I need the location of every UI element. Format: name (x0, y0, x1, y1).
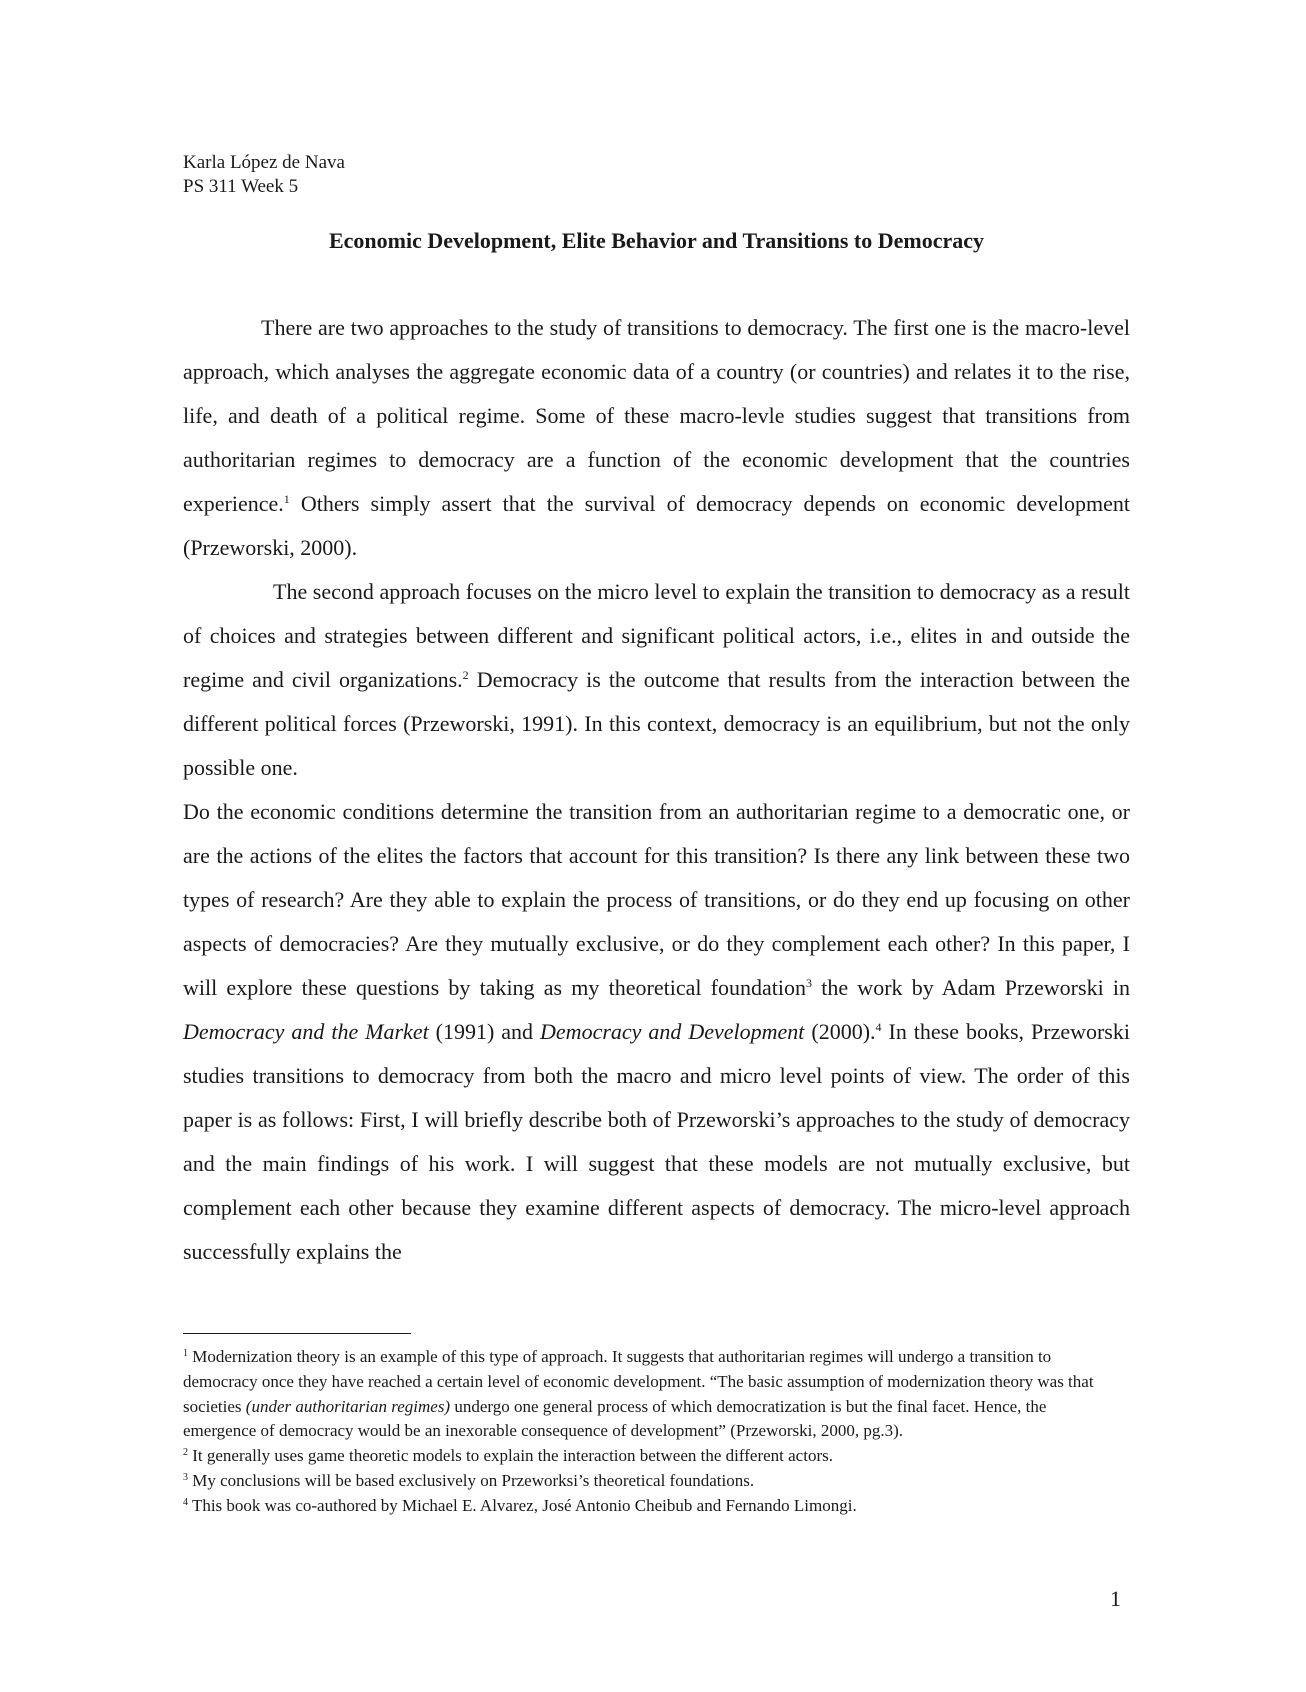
footnote-ref-3: 3 (806, 976, 812, 990)
course-label: PS 311 Week 5 (183, 176, 299, 197)
document-header (183, 151, 345, 199)
footnote-4: $^4$ This book was co-authored by Michael E. Alvarez, José Antonio Cheibub and Fernando Limongi. (183, 1495, 857, 1515)
author-name: Karla López de Nava (183, 152, 345, 173)
footnote-ref-1: 1 (283, 492, 290, 506)
paragraph-2: The second approach focuses on the micro level to explain the transition to democracy as a result of choices and strategies between different and significant political actors, i.e., elites in and outside the regime and civil organizations.$^2$ Democracy is the outcome that results from the interaction between the different political forces (Przeworski, 1991). In this context, democracy is an equilibrium, but not the only possible one. (183, 579, 1131, 780)
paragraph-3: Do the economic conditions determine the transition from an authoritarian regime to a democratic one, or are the actions of the elites the factors that account for this transition? Is there any link between these two types of research? Are they able to explain the process of transitions, or do they end up focusing on other aspects of democracies? Are they mutually exclusive, or do they complement each other? In this paper, I will explore these questions by taking as my theoretical foundation$^3$ the work by Adam Przeworski in Democracy and the Market (1991) and Democracy and Development (2000).$^4$ In these books, Przeworski studies transitions to democracy from both the macro and micro level points of view. The order of this paper is as follows: First, I will briefly describe both of Przeworski’s approaches to the study of democracy and the main findings of his work. I will suggest that these models are not mutually exclusive, but complement each other because they examine different aspects of democracy. The micro-level approach successfully explains the (183, 799, 1131, 1264)
book-title-2: Democracy and Development (540, 1019, 805, 1044)
footnote-1: $^1$ Modernization theory is an example of this type of approach. It suggests that authoritarian regimes will undergo a transition to democracy once they have reached a certain level of economic development. “The basic assumption of modernization theory was that societies (under authoritarian regimes) undergo one general process of which democratization is but the final facet. Hence, the emergence of democracy would be an inexorable consequence of development” (Przeworski, 2000, pg.3). (183, 1347, 1094, 1441)
book-title-1: Democracy and the Market (183, 1019, 429, 1044)
footnote-2: $^2$ It generally uses game theoretic models to explain the interaction between the different actors. (183, 1446, 833, 1466)
footnote-separator (183, 1333, 411, 1334)
footnote-ref-4: 4 (875, 1020, 882, 1034)
paper-title: Economic Development, Elite Behavior and Transitions to Democracy (328, 228, 985, 253)
page-number: 1 (1110, 1586, 1121, 1611)
footnotes (183, 1345, 1123, 1519)
footnote-3: $^3$ My conclusions will be based exclusively on Przeworksi’s theoretical foundations. (183, 1470, 755, 1490)
footnote-ref-2: 2 (462, 668, 469, 682)
paragraph-1: There are two approaches to the study of transitions to democracy. The first one is the macro-level approach, which analyses the aggregate economic data of a country (or countries) and relates it to the rise, life, and death of a political regime. Some of these macro-levle studies suggest that transitions from authoritarian regimes to democracy are a function of the economic development that the countries experience.$^1$ Others simply assert that the survival of democracy depends on economic development (Przeworski, 2000). (183, 315, 1130, 560)
body-text (183, 306, 1130, 1274)
